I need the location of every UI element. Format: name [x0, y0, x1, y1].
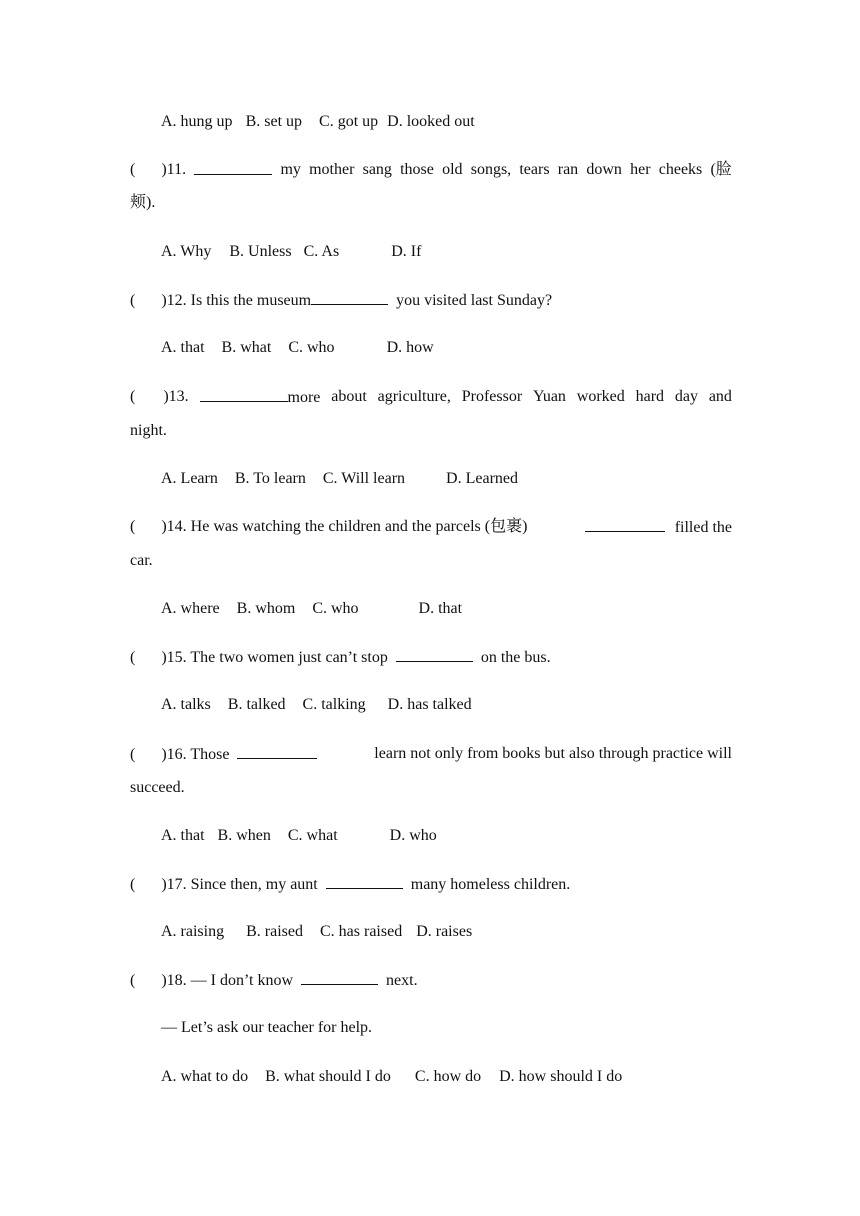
option-b: B. raised	[246, 923, 303, 940]
answer-bracket: (	[130, 746, 136, 763]
q15-stem: ( )15. The two women just can’t stop on the bus.	[130, 649, 551, 666]
q11-stem	[130, 160, 732, 180]
option-a: A. that	[161, 339, 205, 356]
q14-stem: ( )14. He was watching the children and the parcels (包裹) filled the	[130, 518, 732, 536]
answer-blank[interactable]	[396, 647, 473, 662]
option-d: D. has talked	[387, 696, 472, 713]
stem-word: agriculture,	[377, 388, 451, 405]
q13-stem-end: night.	[130, 422, 167, 439]
stem-word: those	[400, 161, 434, 178]
answer-blank[interactable]	[237, 744, 317, 759]
option-c: C. what	[287, 827, 338, 844]
q17-stem: ( )17. Since then, my aunt many homeless children.	[130, 876, 571, 893]
answer-blank[interactable]	[585, 517, 665, 532]
q11-options	[161, 242, 421, 262]
option-d: D. that	[418, 600, 463, 617]
option-a: A. that	[161, 827, 205, 844]
stem-word: sang	[362, 161, 392, 178]
q15-options	[161, 695, 472, 715]
q18-reply: — Let’s ask our teacher for help.	[161, 1019, 373, 1036]
option-c: C. how do	[414, 1068, 482, 1085]
option-d: D. raises	[416, 923, 473, 940]
option-a: A. raising	[161, 923, 225, 940]
q13-stem	[130, 387, 732, 408]
stem-word: songs,	[470, 161, 512, 178]
option-d: D. looked out	[387, 113, 475, 130]
option-c: C. who	[312, 600, 359, 617]
option-b: B. when	[217, 827, 271, 844]
answer-blank[interactable]	[301, 970, 378, 985]
option-b: B. To learn	[234, 470, 306, 487]
option-d: D. how	[386, 339, 434, 356]
stem-word: worked	[576, 388, 625, 405]
q12-options	[161, 338, 434, 358]
stem-word: her	[630, 161, 651, 178]
option-b: B. whom	[236, 600, 296, 617]
stem-word: mother	[309, 161, 355, 178]
q14-options	[161, 599, 462, 619]
answer-bracket: ( )13.	[130, 388, 189, 405]
answer-bracket: ( )11.	[130, 161, 187, 178]
option-b: B. Unless	[229, 243, 292, 260]
stem-word: cheeks	[658, 161, 703, 178]
answer-bracket: (	[130, 649, 136, 666]
stem-word: hard	[635, 388, 665, 405]
q16-stem-end: succeed.	[130, 779, 185, 796]
answer-blank[interactable]	[311, 290, 388, 305]
option-a: A. what to do	[161, 1068, 249, 1085]
stem-word: Yuan	[533, 388, 566, 405]
answer-bracket: (	[130, 876, 136, 893]
q16-options	[161, 826, 437, 846]
stem-word: down	[586, 161, 622, 178]
option-d: D. who	[389, 827, 437, 844]
q11-stem-end: 颊).	[130, 194, 156, 211]
q18-stem: ( )18. — I don’t know next.	[130, 972, 418, 989]
option-c: C. got up	[319, 113, 379, 130]
option-b: B. talked	[227, 696, 286, 713]
q16-stem: ( )16. Those learn not only from books but also through practice will	[130, 745, 732, 763]
option-a: A. Why	[161, 243, 212, 260]
stem-word: Professor	[461, 388, 523, 405]
q18-options	[161, 1067, 622, 1087]
option-d: D. Learned	[446, 470, 518, 487]
option-d: D. how should I do	[499, 1068, 623, 1085]
option-c: C. As	[303, 243, 340, 260]
stem-word: and	[708, 388, 732, 405]
option-a: A. hung up	[161, 113, 233, 130]
q10-options	[161, 112, 475, 132]
option-c: C. who	[288, 339, 335, 356]
stem-word: about	[331, 388, 367, 405]
stem-word: ran	[557, 161, 579, 178]
option-c: C. Will learn	[322, 470, 406, 487]
answer-blank[interactable]	[194, 160, 272, 175]
q14-stem-end: car.	[130, 552, 153, 569]
q17-options	[161, 922, 472, 942]
answer-blank[interactable]	[200, 387, 288, 402]
option-d: D. If	[391, 243, 422, 260]
option-a: A. where	[161, 600, 220, 617]
option-c: C. talking	[302, 696, 366, 713]
option-a: A. Learn	[161, 470, 218, 487]
option-b: B. what	[221, 339, 272, 356]
stem-word: day	[674, 388, 698, 405]
answer-bracket: (	[130, 518, 136, 535]
answer-bracket: (	[130, 972, 136, 989]
answer-bracket: (	[130, 292, 136, 309]
stem-word: my	[280, 161, 301, 178]
stem-word: more	[287, 389, 321, 406]
option-c: C. has raised	[319, 923, 403, 940]
stem-word: tears	[519, 161, 550, 178]
option-b: B. what should I do	[265, 1068, 391, 1085]
q12-stem: ( )12. Is this the museum you visited last Sunday?	[130, 292, 553, 309]
option-a: A. talks	[161, 696, 211, 713]
option-b: B. set up	[245, 113, 303, 130]
stem-word: old	[442, 161, 463, 178]
stem-word: (脸	[710, 161, 732, 178]
q13-options	[161, 469, 518, 489]
answer-blank[interactable]	[326, 874, 403, 889]
